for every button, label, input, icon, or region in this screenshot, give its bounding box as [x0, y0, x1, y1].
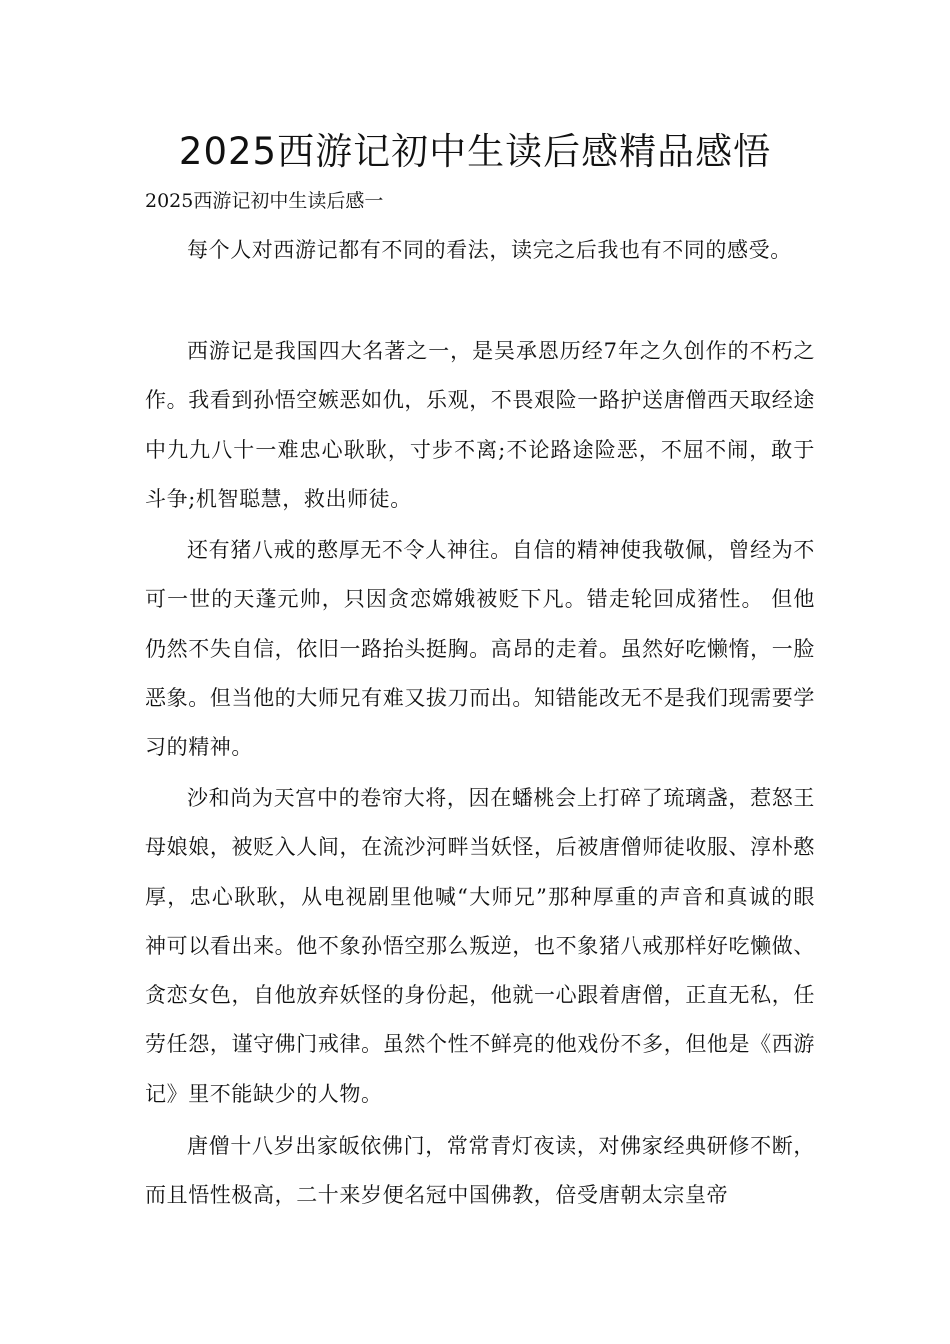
document-title: 2025西游记初中生读后感精品感悟	[178, 130, 772, 173]
paragraph-tang-seng: 唐僧十八岁出家皈依佛门，常常青灯夜读，对佛家经典研修不断，而且悟性极高，二十来岁便名冠中国佛教，倍受唐朝太宗皇帝	[145, 1134, 815, 1208]
section-subtitle: 2025西游记初中生读后感一	[145, 190, 384, 212]
paragraph-zhu-bajie: 还有猪八戒的憨厚无不令人神往。自信的精神使我敬佩，曾经为不可一世的天蓬元帅，只因贪恋嫦娥被贬下凡。错走轮回成猪性。 但他仍然不失自信，依旧一路抬头挺胸。高昂的走着。虽然好吃懒惰，一脸恶象。但当他的大师兄有难又拔刀而出。知错能改无不是我们现需要学习的精神。	[145, 538, 815, 760]
paragraph-sha-heshang: 沙和尚为天宫中的卷帘大将，因在蟠桃会上打碎了琉璃盏，惹怒王母娘娘，被贬入人间，在流沙河畔当妖怪，后被唐僧师徒收服、淳朴憨厚，忠心耿耿，从电视剧里他喊“大师兄”那种厚重的声音和真诚的眼神可以看出来。他不象孙悟空那么叛逆，也不象猪八戒那样好吃懒做、贪恋女色，自他放弃妖怪的身份起，他就一心跟着唐僧，正直无私，任劳任怨，谨守佛门戒律。虽然个性不鲜亮的他戏份不多，但他是《西游记》里不能缺少的人物。	[145, 786, 815, 1106]
paragraph-intro: 每个人对西游记都有不同的看法，读完之后我也有不同的感受。	[187, 238, 792, 262]
paragraph-sun-wukong: 西游记是我国四大名著之一，是吴承恩历经7年之久创作的不朽之作。我看到孙悟空嫉恶如仇，乐观，不畏艰险一路护送唐僧西天取经途中九九八十一难忠心耿耿，寸步不离;不论路途险恶，不屈不闹，敢于斗争;机智聪慧，救出师徒。	[145, 339, 815, 511]
